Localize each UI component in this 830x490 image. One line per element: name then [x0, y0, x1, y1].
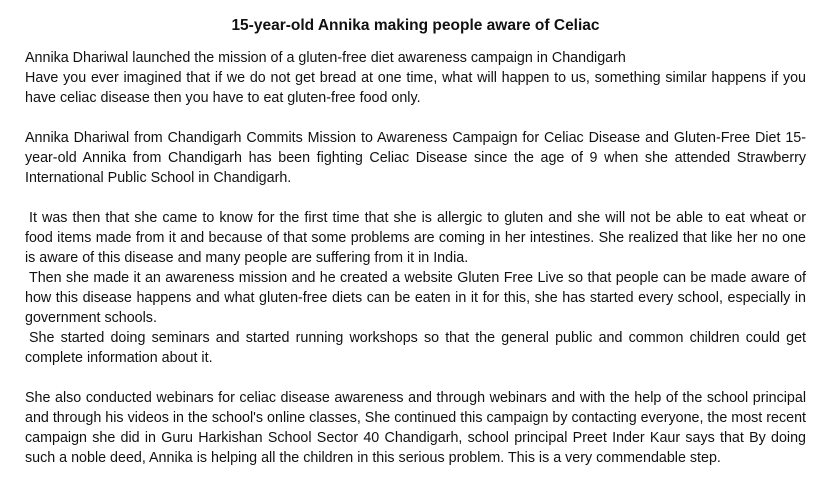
- paragraph-spacer: [25, 368, 806, 388]
- paragraph-discovery: It was then that she came to know for the first time that she is allergic to gluten and she will not be able to eat wheat or food items made from it and because of that some problems are coming in her intestines. She realized that like her no one is aware of this disease and many people are suffering from it in India.: [25, 210, 806, 266]
- article-title: 15-year-old Annika making people aware of Celiac: [231, 17, 600, 34]
- paragraph-spacer: [25, 108, 806, 128]
- paragraph-background: Annika Dhariwal from Chandigarh Commits Mission to Awareness Campaign for Celiac Disease and Gluten-Free Diet 15-year-old Annika from Chandigarh has been fighting Celiac Disease since the age of 9 when she attended Strawberry International Public School in Chandigarh.: [25, 130, 806, 186]
- paragraph-webinars: She also conducted webinars for celiac disease awareness and through webinars and with the help of the school principal and through his videos in the school's online classes, She continued this campaign by contacting everyone, the most recent campaign she did in Guru Harkishan School Sector 40 Chandigarh, school principal Preet Inder Kaur says that By doing such a noble deed, Annika is helping all the children in this serious problem. This is a very commendable step.: [25, 390, 806, 466]
- paragraph-intro: Annika Dhariwal launched the mission of a gluten-free diet awareness campaign in Chandigarh: [25, 50, 626, 66]
- paragraph-question: Have you ever imagined that if we do not get bread at one time, what will happen to us, something similar happens if you have celiac disease then you have to eat gluten-free food only.: [25, 70, 806, 106]
- paragraph-mission: Then she made it an awareness mission and he created a website Gluten Free Live so that people can be made aware of how this disease happens and what gluten-free diets can be eaten in it for this, she has started every school, especially in government schools.: [25, 270, 806, 326]
- paragraph-seminars: She started doing seminars and started running workshops so that the general public and common children could get complete information about it.: [25, 330, 806, 366]
- paragraph-spacer: [25, 188, 806, 208]
